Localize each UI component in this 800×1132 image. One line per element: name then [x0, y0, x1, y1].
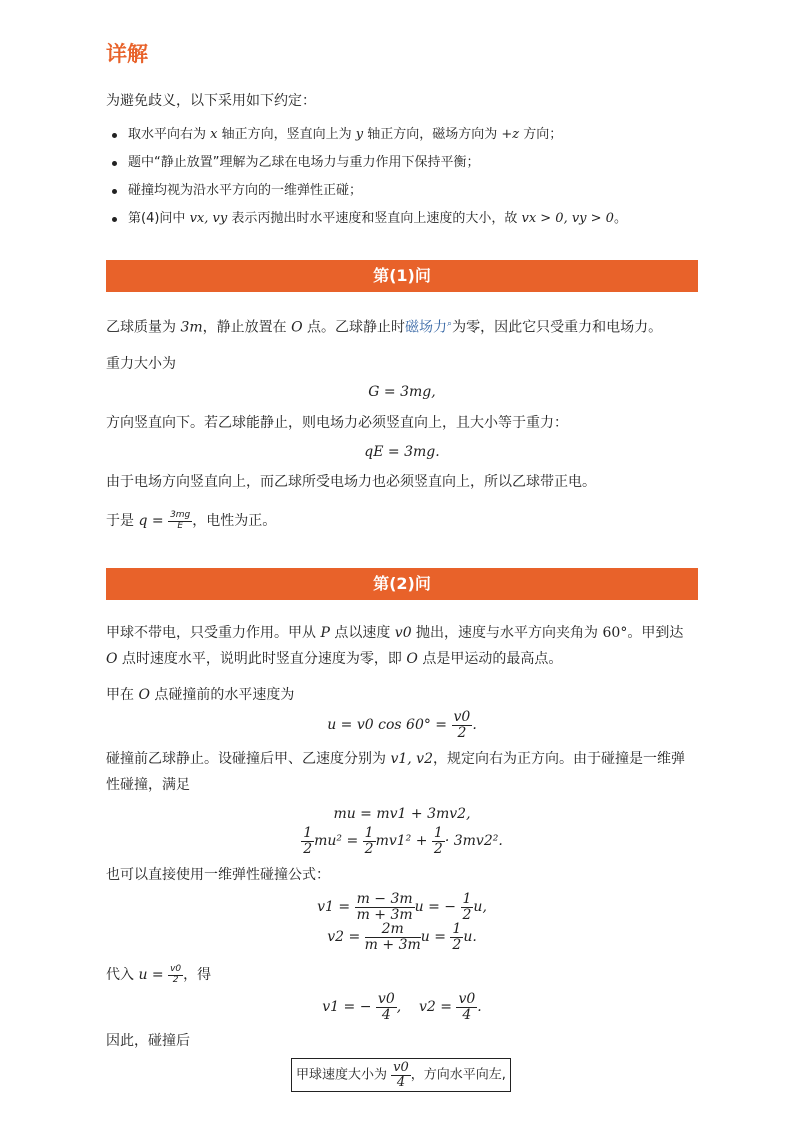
math: u = [420, 929, 446, 946]
paragraph [106, 748, 685, 770]
text: 乙球质量为 [106, 319, 181, 336]
math: v2 = [327, 929, 361, 946]
bullet-text: 题中“静止放置”理解为乙球在电场力与重力作用下保持平衡； [128, 155, 480, 170]
math: q = [138, 513, 164, 529]
intro-text: 为避免歧义，以下采用如下约定： [106, 93, 316, 109]
list-item [106, 210, 627, 238]
math-x: x [210, 127, 218, 142]
math: , v2 = [396, 999, 452, 1016]
list-item [106, 154, 627, 182]
numerator: 1 [452, 921, 462, 937]
math: v1, v2 [390, 751, 433, 767]
math: v1 = [317, 899, 351, 916]
fraction [461, 892, 474, 922]
text: 甲球速度大小为 [296, 1067, 392, 1083]
bullet-text: 轴正方向，磁场方向为 [363, 127, 502, 142]
text: 甲在 [106, 687, 139, 703]
math: u = [138, 967, 164, 983]
math: O [106, 651, 118, 667]
equation-energy [106, 826, 698, 856]
text: ，得 [183, 967, 212, 983]
text: ，规定向右为正方向。由于碰撞是一维弹 [433, 751, 685, 767]
section-header-1: 第(1)问 [106, 260, 698, 292]
text: ，电性为正。 [192, 513, 277, 529]
denominator: E [177, 520, 184, 531]
denominator: m + 3m [364, 936, 421, 953]
math: O [291, 319, 303, 336]
text: 甲球不带电，只受重力作用。甲从 [106, 625, 321, 641]
magnetic-force-link[interactable]: 磁场力 [405, 319, 448, 336]
numerator: m − 3m [356, 891, 413, 907]
paragraph: 由于电场方向竖直向上，而乙球所受电场力也必须竖直向上，所以乙球带正电。 [106, 474, 596, 490]
bullet-text: 表示丙抛出时水平速度和竖直向上速度的大小，故 [227, 211, 522, 226]
math: · 3mv2². [444, 833, 503, 850]
fraction [365, 922, 421, 952]
fraction [168, 965, 183, 985]
section-header-2: 第(2)问 [106, 568, 698, 600]
math: O [138, 687, 150, 703]
text: 代入 [106, 967, 139, 983]
bullet-text: 取水平向右为 [128, 127, 211, 142]
denominator: m + 3m [356, 906, 413, 923]
text: 点是甲运动的最高点。 [417, 651, 563, 667]
numerator: v0 [377, 991, 395, 1007]
boxed-answer [291, 1058, 511, 1092]
text: 点碰撞前的水平速度为 [149, 687, 295, 703]
math: u, [473, 899, 487, 916]
math: u. [463, 929, 477, 946]
denominator: 2 [457, 724, 467, 741]
fraction [355, 892, 415, 922]
numerator: 3mg [170, 510, 191, 521]
fraction [363, 826, 376, 856]
math: u = − [414, 899, 457, 916]
math: u = v0 cos 60° = [327, 717, 448, 734]
equation-momentum: mu = mv1 + 3mv2, [333, 806, 471, 822]
numerator: v0 [170, 964, 182, 975]
denominator: 2 [452, 936, 462, 953]
list-item [106, 126, 627, 154]
paragraph [106, 648, 562, 670]
denominator: 2 [303, 840, 313, 857]
fraction [456, 992, 477, 1022]
math: 3m [180, 319, 203, 336]
paragraph [106, 622, 683, 644]
bullet-text: 碰撞均视为沿水平方向的一维弹性正碰； [128, 183, 363, 198]
numerator: 1 [303, 825, 313, 841]
math: . [472, 717, 477, 734]
denominator: 4 [381, 1006, 391, 1023]
text: 于是 [106, 513, 139, 529]
fraction [376, 992, 397, 1022]
text: 碰撞前乙球静止。设碰撞后甲、乙速度分别为 [106, 751, 391, 767]
paragraph: 重力大小为 [106, 356, 176, 372]
text: 抛出，速度与水平方向夹角为 [411, 625, 603, 641]
math-z: +z [501, 127, 520, 142]
math-y: y [355, 127, 364, 142]
equation-v1 [106, 892, 698, 922]
paragraph [106, 964, 211, 986]
fraction [391, 1061, 411, 1089]
numerator: v0 [458, 991, 476, 1007]
paragraph [106, 510, 276, 532]
fraction [452, 710, 473, 740]
text: 。甲到达 [627, 625, 684, 641]
text: ，方向水平向左 [410, 1067, 502, 1083]
search-icon[interactable]: ⌕ [447, 319, 453, 329]
equation-results [106, 992, 698, 1022]
equation-v2 [106, 922, 698, 952]
fraction [301, 826, 314, 856]
text: ，静止放置在 [202, 319, 292, 336]
paragraph: 也可以直接使用一维弹性碰撞公式： [106, 867, 330, 883]
math: O [406, 651, 418, 667]
fraction [432, 826, 445, 856]
numerator: 1 [462, 891, 472, 907]
fraction [450, 922, 463, 952]
denominator: 2 [364, 840, 374, 857]
bullet-text: 。 [613, 211, 627, 226]
paragraph [106, 313, 662, 339]
numerator: 2m [365, 922, 421, 938]
paragraph: 性碰撞，满足 [106, 777, 190, 793]
conventions-list [106, 126, 627, 238]
paragraph [106, 684, 294, 706]
bullet-text: 轴正方向，竖直向上为 [217, 127, 356, 142]
text: 点时速度水平，说明此时竖直分速度为零，即 [117, 651, 407, 667]
math: mu² = [314, 833, 359, 850]
text: , [501, 1067, 506, 1083]
math: 60° [602, 625, 628, 641]
math: mv1² + [375, 833, 428, 850]
bullet-text: 方向； [519, 127, 563, 142]
denominator: 2 [433, 840, 443, 857]
equation-u [106, 710, 698, 740]
numerator: 1 [364, 825, 374, 841]
denominator: 2 [172, 974, 179, 985]
math: P [320, 625, 330, 641]
numerator: v0 [393, 1060, 409, 1075]
paragraph: 因此，碰撞后 [106, 1033, 190, 1049]
math: . [477, 999, 482, 1016]
page-title: 详解 [106, 42, 148, 66]
math: v1 = − [322, 999, 372, 1016]
text: 为零，因此它只受重力和电场力。 [452, 319, 663, 336]
math-velocities: vx, vy [189, 211, 228, 226]
text: 点以速度 [329, 625, 395, 641]
denominator: 4 [396, 1074, 406, 1090]
equation-gravity: G = 3mg, [368, 384, 436, 400]
fraction [168, 511, 192, 531]
text: 点。乙球静止时 [302, 319, 406, 336]
equation-electric: qE = 3mg. [364, 444, 440, 460]
denominator: 2 [462, 906, 472, 923]
math: v0 [394, 625, 412, 641]
numerator: v0 [453, 709, 471, 725]
numerator: 1 [433, 825, 443, 841]
paragraph: 方向竖直向下。若乙球能静止，则电场力必须竖直向上，且大小等于重力： [106, 415, 568, 431]
list-item [106, 182, 627, 210]
math-condition: vx > 0, vy > 0 [521, 211, 614, 226]
bullet-text: 第(4)问中 [128, 211, 190, 226]
denominator: 4 [462, 1006, 472, 1023]
